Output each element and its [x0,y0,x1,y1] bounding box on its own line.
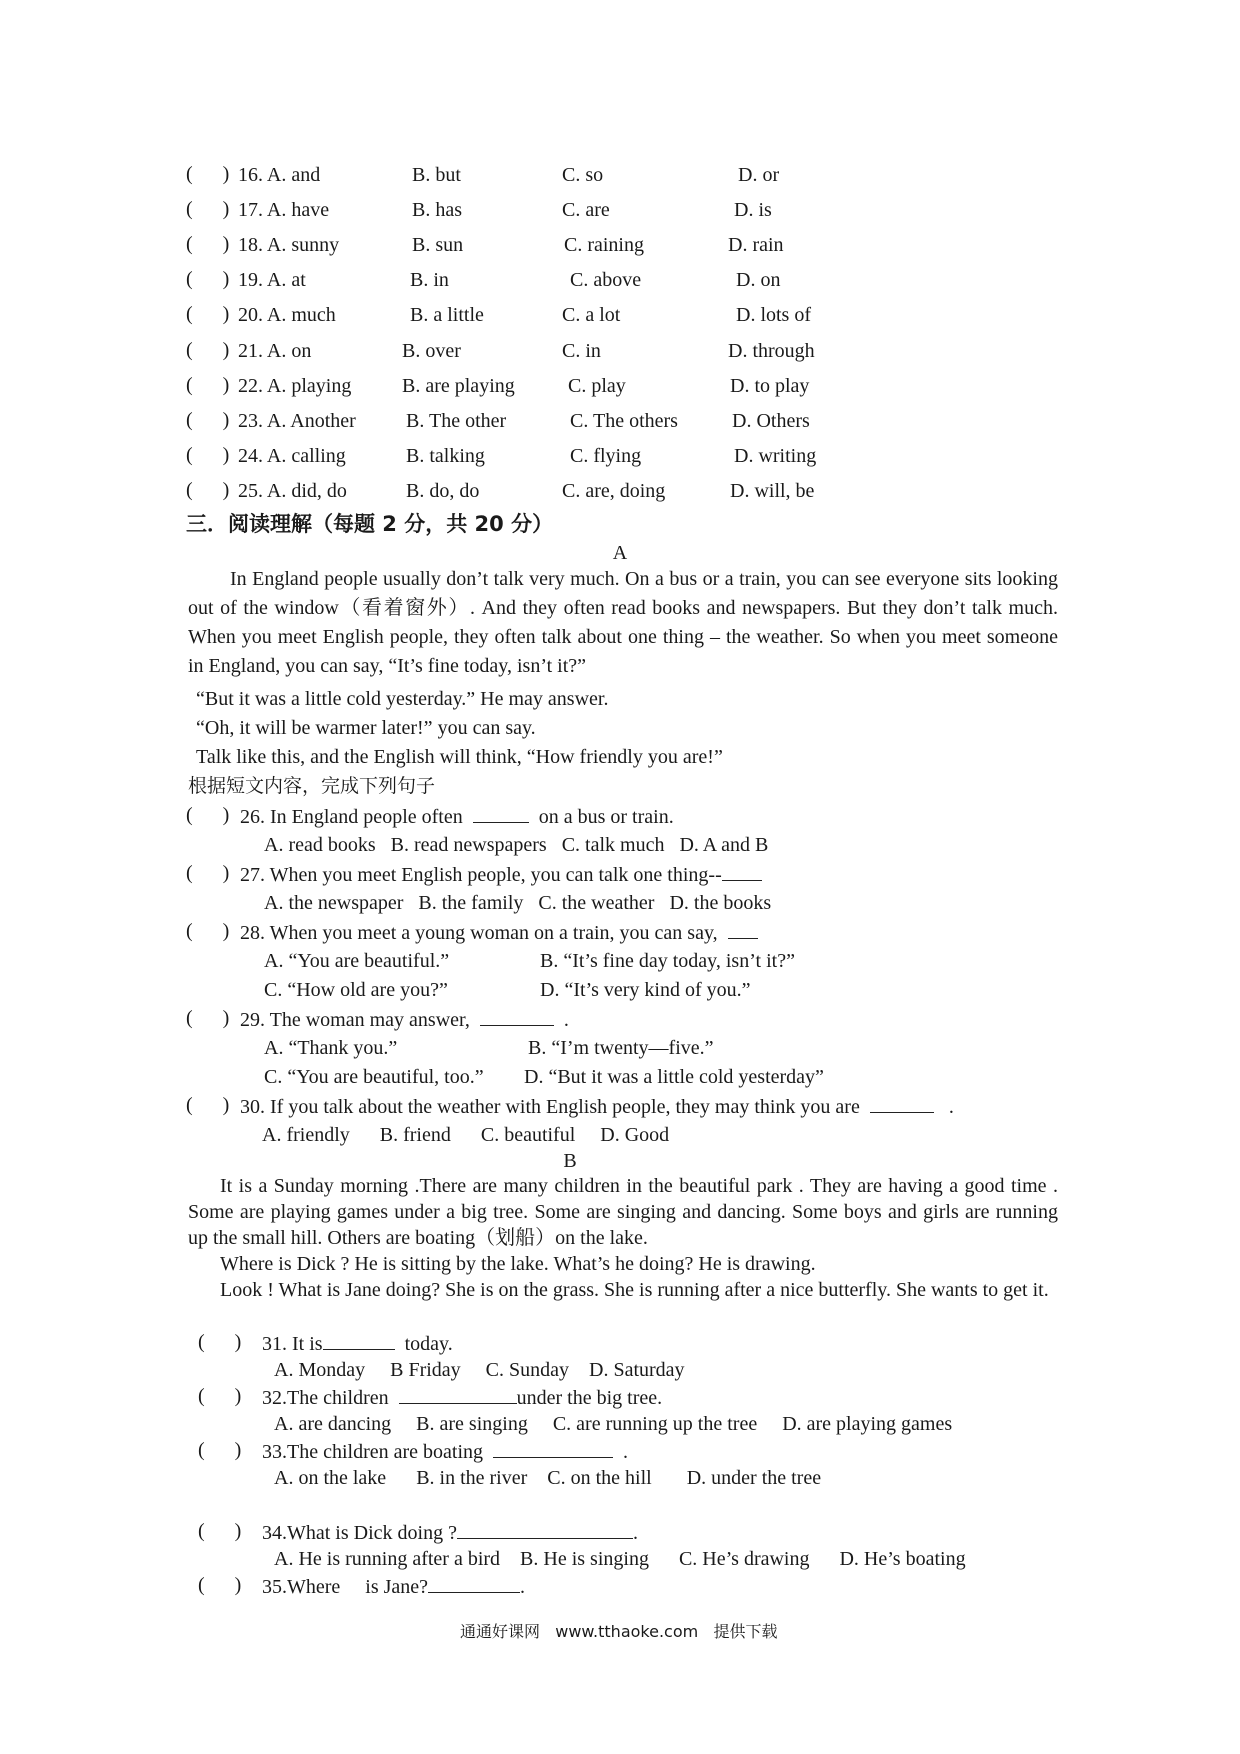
option-d: D. is [734,199,772,221]
question-34-options: A. He is running after a bird B. He is singing C. He’s drawing D. He’s boating [274,1548,966,1570]
answer-paren: ( ) [186,920,230,942]
option-b: B. do, do [406,480,480,502]
option-a: A. calling [266,445,346,467]
option-b: B. in [410,269,449,291]
question-32: 32.The children under the big tree. [262,1387,663,1409]
option-b: B. “It’s fine day today, isn’t it?” [540,950,795,972]
question-33-options: A. on the lake B. in the river C. on the hill D. under the tree [274,1467,822,1489]
answer-blank [457,1520,633,1539]
option-c: C. play [568,375,626,397]
option-b: B. sun [412,234,464,256]
cloze-question-18: 18. A. sunny [238,234,340,256]
answer-blank [323,1331,395,1350]
question-28: 28. When you meet a young woman on a train, you can say, [240,920,758,945]
answer-blank [399,1385,517,1404]
answer-paren: ( ) [198,1385,242,1407]
option-d: D. Others [732,410,810,432]
passage-a-label: A [612,542,628,564]
question-31-options: A. Monday B Friday C. Sunday D. Saturday [274,1359,685,1381]
answer-paren: ( ) [186,1094,230,1116]
question-26-options: A. read books B. read newspapers C. talk much D. A and B [264,834,769,856]
option-b: B. The other [406,410,507,432]
cloze-question-17: 17. A. have [238,199,330,221]
answer-paren: ( ) [186,804,230,826]
question-number: 19 [238,269,258,291]
question-27: 27. When you meet English people, you can talk one thing-- [240,862,762,887]
answer-blank [870,1094,934,1113]
answer-paren: ( ) [186,198,230,220]
question-number: 25 [238,480,258,502]
answer-paren: ( ) [186,374,230,396]
cloze-question-19: 19. A. at [238,269,306,291]
question-number: 20 [238,304,258,326]
option-c: C. are, doing [562,480,666,502]
cloze-question-24: 24. A. calling [238,445,346,467]
instruction: 根据短文内容，完成下列句子 [188,775,436,797]
question-32-options: A. are dancing B. are singing C. are running up the tree D. are playing games [274,1413,953,1435]
option-a: A. at [266,269,306,291]
option-a: A. did, do [266,480,347,502]
option-d: D. through [728,340,815,362]
option-b: B. a little [410,304,484,326]
answer-paren: ( ) [186,409,230,431]
option-d: D. writing [734,445,817,467]
answer-paren: ( ) [198,1574,242,1596]
answer-blank [722,862,762,881]
cloze-question-23: 23. A. Another [238,410,356,432]
option-a: A. Another [266,410,356,432]
answer-paren: ( ) [186,444,230,466]
option-d: D. or [738,164,780,186]
question-number: 23 [238,410,258,432]
option-a: A. and [266,164,321,186]
answer-paren: ( ) [186,479,230,501]
answer-blank [428,1574,520,1593]
option-c: C. are [562,199,610,221]
option-c: C. “You are beautiful, too.” [264,1066,484,1088]
cloze-question-21: 21. A. on [238,340,312,362]
option-d: D. “It’s very kind of you.” [540,979,751,1001]
option-d: D. rain [728,234,784,256]
cloze-question-22: 22. A. playing [238,375,352,397]
option-b: B. has [412,199,462,221]
option-d: D. to play [730,375,810,397]
option-c: C. flying [570,445,642,467]
answer-paren: ( ) [198,1520,242,1542]
option-b: B. are playing [402,375,515,397]
option-b: B. talking [406,445,485,467]
answer-blank [480,1007,554,1026]
answer-paren: ( ) [198,1331,242,1353]
option-d: D. “But it was a little cold yesterday” [524,1066,824,1088]
cloze-question-25: 25. A. did, do [238,480,347,502]
answer-paren: ( ) [186,233,230,255]
answer-blank [728,920,758,939]
option-c: C. above [570,269,642,291]
question-30: 30. If you talk about the weather with English people, they may think you are . [240,1096,954,1118]
question-number: 17 [238,199,258,221]
cloze-question-20: 20. A. much [238,304,336,326]
question-number: 24 [238,445,258,467]
answer-paren: ( ) [186,303,230,325]
option-b: B. “I’m twenty—five.” [528,1037,714,1059]
answer-paren: ( ) [186,163,230,185]
option-c: C. “How old are you?” [264,979,448,1001]
answer-paren: ( ) [198,1439,242,1461]
option-d: D. will, be [730,480,815,502]
passage-a-line: “Oh, it will be warmer later!” you can say. [196,717,536,739]
answer-paren: ( ) [186,862,230,884]
question-31: 31. It is today. [262,1333,453,1355]
answer-blank [493,1439,613,1458]
option-a: A. much [266,304,336,326]
footer-source: 通通好课网 www.tthaoke.com 提供下载 [460,1622,778,1641]
question-35: 35.Where is Jane? . [262,1576,526,1598]
answer-paren: ( ) [186,1007,230,1029]
passage-b-line: Where is Dick ? He is sitting by the lake. What’s he doing? He is drawing. [220,1253,816,1275]
option-a: A. “You are beautiful.” [264,950,450,972]
option-b: B. over [402,340,461,362]
option-a: A. on [266,340,312,362]
option-a: A. have [266,199,330,221]
question-number: 16 [238,164,258,186]
option-c: C. The others [570,410,678,432]
option-c: C. so [562,164,604,186]
passage-a-paragraph: In England people usually don’t talk very much. On a bus or a train, you can see everyone sits looking out of the window（看着窗外）. And they often read books and newspapers. But they don’t talk much. When you meet English people, they often talk about one thing – the weather. So when you meet someone in England, you can say, “It’s fine today, isn’t it?” [188,568,1058,677]
option-c: C. raining [564,234,644,256]
option-d: D. lots of [736,304,811,326]
question-29: 29. The woman may answer, . [240,1009,569,1031]
answer-blank [473,804,529,823]
question-number: 18 [238,234,258,256]
question-number: 22 [238,375,258,397]
question-33: 33.The children are boating . [262,1441,629,1463]
option-c: C. in [562,340,601,362]
option-d: D. on [736,269,781,291]
passage-a-line: “But it was a little cold yesterday.” He may answer. [196,688,609,710]
option-a: A. playing [266,375,352,397]
question-27-options: A. the newspaper B. the family C. the weather D. the books [264,892,772,914]
option-a: A. “Thank you.” [264,1037,398,1059]
section-title: 三．阅读理解（每题 2 分，共 20 分） [186,512,554,536]
question-34: 34.What is Dick doing ? . [262,1522,638,1544]
passage-b-paragraph: It is a Sunday morning .There are many children in the beautiful park . They are having a good time . Some are playing games under a big tree. Some are singing and dancing. Some boys and girls are running up the small hill. Others are boating（划船）on the lake. [188,1175,1058,1249]
passage-b-paragraph: Look ! What is Jane doing? She is on the grass. She is running after a nice butterfly. She wants to get it. [220,1279,1049,1301]
question-number: 21 [238,340,258,362]
passage-b-label: B [563,1150,577,1172]
answer-paren: ( ) [186,268,230,290]
option-c: C. a lot [562,304,621,326]
option-b: B. but [412,164,461,186]
passage-a-line: Talk like this, and the English will think, “How friendly you are!” [196,746,723,768]
option-a: A. sunny [266,234,340,256]
question-30-options: A. friendly B. friend C. beautiful D. Good [262,1124,670,1146]
cloze-question-16: 16. A. and [238,164,321,186]
answer-paren: ( ) [186,339,230,361]
question-26: 26. In England people often on a bus or train. [240,806,674,828]
